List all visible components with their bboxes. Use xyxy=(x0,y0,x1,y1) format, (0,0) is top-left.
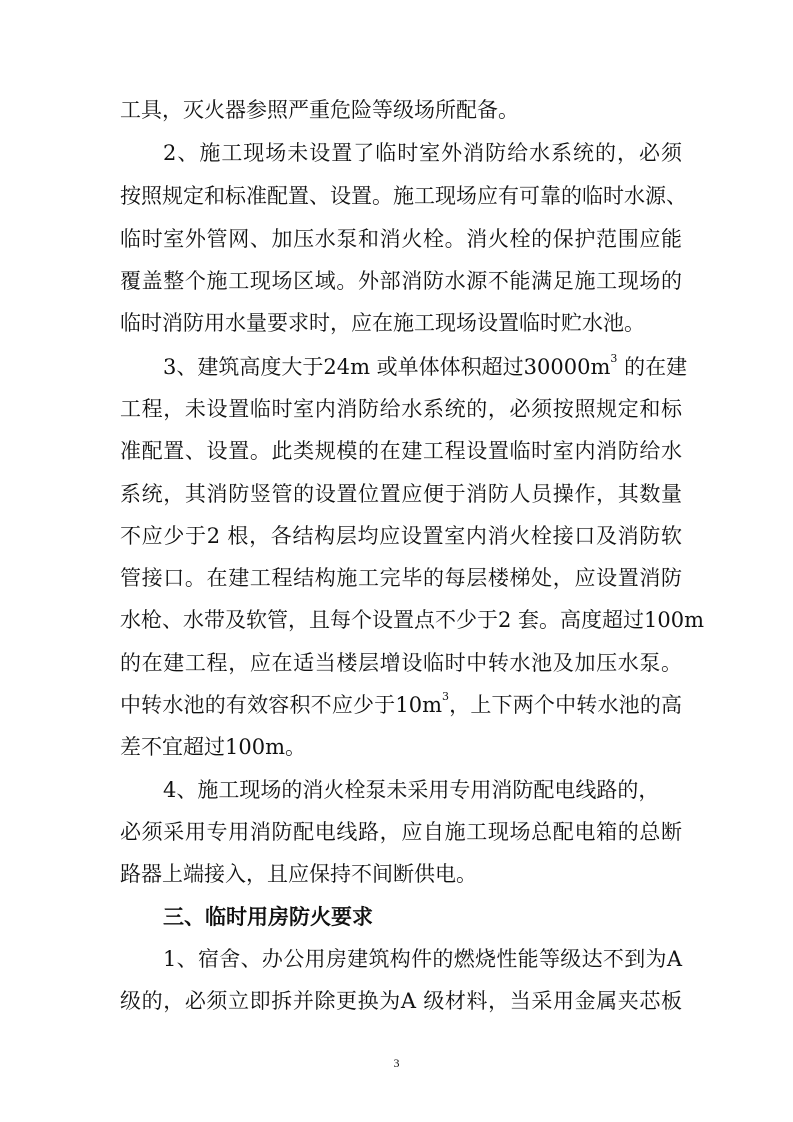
superscript: 3 xyxy=(610,352,618,365)
text-line: 2、施工现场未设置了临时室外消防给水系统的，必须 xyxy=(163,141,682,165)
text-line: 差不宜超过100m。 xyxy=(120,735,306,759)
text-line: 不应少于2 根，各结构层均应设置室内消火栓接口及消防软 xyxy=(120,524,682,548)
text-line: 临时消防用水量要求时，应在施工现场设置临时贮水池。 xyxy=(120,311,645,335)
text-line: 级的，必须立即拆并除更换为A 级材料，当采用金属夹芯板 xyxy=(120,989,682,1013)
text-line: 管接口。在建工程结构施工完毕的每层楼梯处，应设置消防 xyxy=(120,566,682,590)
text-line: 系统，其消防竖管的设置位置应便于消防人员操作，其数量 xyxy=(120,482,682,506)
page-number: 3 xyxy=(393,1056,400,1070)
text-line: 路器上端接入，且应保持不间断供电。 xyxy=(120,862,477,886)
text-line: 按照规定和标准配置、设置。施工现场应有可靠的临时水源、 xyxy=(120,184,687,208)
text-line xyxy=(163,352,688,380)
text-line: 工具，灭火器参照严重危险等级场所配备。 xyxy=(120,98,519,122)
text-line: 的在建工程，应在适当楼层增设临时中转水池及加压水泵。 xyxy=(120,651,682,675)
text-span: 3、建筑高度大于24m 或单体体积超过30000m xyxy=(163,355,611,379)
text-line xyxy=(120,692,682,718)
text-line: 工程，未设置临时室内消防给水系统的，必须按照规定和标 xyxy=(120,397,682,421)
text-line: 4、施工现场的消火栓泵未采用专用消防配电线路的， xyxy=(163,778,660,802)
text-line: 临时室外管网、加压水泵和消火栓。消火栓的保护范围应能 xyxy=(120,227,682,251)
text-span: 中转水池的有效容积不应少于10m xyxy=(120,693,442,717)
text-line: 覆盖整个施工现场区域。外部消防水源不能满足施工现场的 xyxy=(120,269,682,293)
text-span: 的在建 xyxy=(617,355,688,379)
section-heading: 三、临时用房防火要求 xyxy=(163,905,373,929)
text-line: 准配置、设置。此类规模的在建工程设置临时室内消防给水 xyxy=(120,439,682,463)
superscript: 3 xyxy=(442,690,449,703)
text-line: 1、宿舍、办公用房建筑构件的燃烧性能等级达不到为A xyxy=(163,947,682,971)
text-line: 必须采用专用消防配电线路，应自施工现场总配电箱的总断 xyxy=(120,820,682,844)
text-line: 水枪、水带及软管，且每个设置点不少于2 套。高度超过100m xyxy=(120,608,705,632)
text-span: ，上下两个中转水池的高 xyxy=(449,693,682,717)
